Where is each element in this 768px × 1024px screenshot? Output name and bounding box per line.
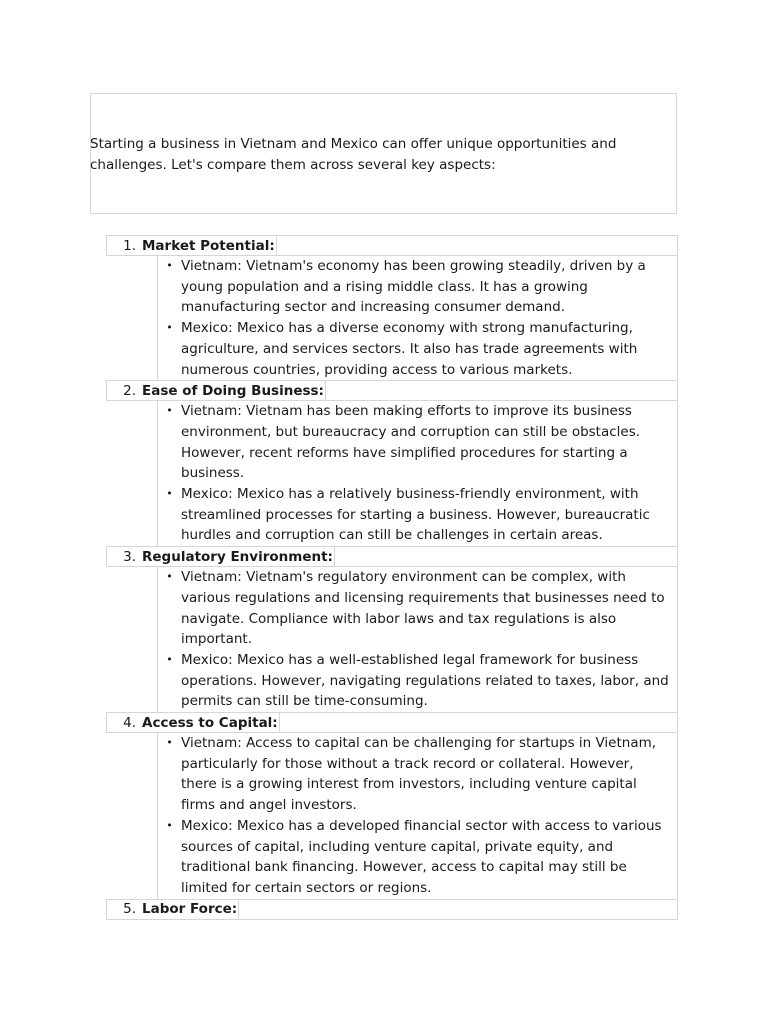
point-text: Mexico: Mexico has a developed financial sector with access to various sources of capital, including venture capital, private equity, and traditional bank financing. However, access to capital may still be limited for certain sectors or regions. (181, 817, 662, 896)
section-points (157, 256, 678, 380)
list-item (158, 733, 677, 816)
bullet-icon: • (166, 487, 173, 501)
list-item (158, 484, 677, 546)
point-text: Mexico: Mexico has a diverse economy with strong manufacturing, agriculture, and services sectors. It also has trade agreements with numerous countries, providing access to various markets. (181, 320, 638, 378)
point-text: Vietnam: Vietnam's regulatory environment can be complex, with various regulations and licensing requirements that businesses need to navigate. Compliance with labor laws and tax regulations is also important. (181, 569, 665, 648)
section-number: 3. (123, 548, 136, 565)
section-header (106, 235, 678, 256)
section-points (157, 567, 678, 712)
list-item (158, 318, 677, 380)
point-text: Vietnam: Vietnam has been making efforts to improve its business environment, but bureaucracy and corruption can still be obstacles. However, recent reforms have simplified procedures for starting a business. (181, 403, 641, 482)
bullet-icon: • (166, 570, 173, 584)
intro-paragraph: Starting a business in Vietnam and Mexico can offer unique opportunities and challenges. Let's compare them across several key aspects: (90, 136, 617, 173)
section-number: 2. (123, 382, 136, 399)
section-points (157, 401, 678, 546)
section-points (157, 733, 678, 899)
point-text: Mexico: Mexico has a relatively business-friendly environment, with streamlined processes for starting a business. However, bureaucratic hurdles and corruption can still be challenges in certain areas. (181, 486, 650, 544)
list-item (158, 650, 677, 712)
section-title: Market Potential: (142, 237, 275, 254)
section-labor-force (106, 899, 678, 920)
list-item (158, 567, 677, 650)
list-item (158, 401, 677, 484)
section-number: 1. (123, 237, 136, 254)
section-title: Labor Force: (142, 901, 238, 918)
section-header (106, 712, 678, 733)
list-item (158, 256, 677, 318)
section-header (106, 899, 678, 920)
bullet-icon: • (166, 404, 173, 418)
section-regulatory-environment (106, 546, 678, 712)
section-number: 4. (123, 714, 136, 731)
section-access-to-capital (106, 712, 678, 899)
bullet-icon: • (166, 652, 173, 666)
section-market-potential (106, 235, 678, 380)
bullet-icon: • (166, 818, 173, 832)
bullet-icon: • (166, 321, 173, 335)
bullet-icon: • (166, 259, 173, 272)
point-text: Vietnam: Vietnam's economy has been growing steadily, driven by a young population and a rising middle class. It has a growing manufacturing sector and increasing consumer demand. (181, 258, 646, 316)
section-header (106, 380, 678, 401)
section-header (106, 546, 678, 567)
bullet-icon: • (166, 736, 173, 750)
list-item (158, 816, 677, 899)
aspects-list (106, 235, 678, 920)
point-text: Vietnam: Access to capital can be challenging for startups in Vietnam, particularly for those without a track record or collateral. However, there is a growing interest from investors, including venture capital firms and angel investors. (181, 735, 657, 814)
point-text: Mexico: Mexico has a well-established legal framework for business operations. However, navigating regulations related to taxes, labor, and permits can still be time-consuming. (181, 651, 669, 710)
section-title: Ease of Doing Business: (142, 382, 324, 399)
section-title: Access to Capital: (142, 714, 278, 731)
section-number: 5. (123, 901, 136, 918)
section-title: Regulatory Environment: (142, 548, 333, 565)
section-ease-of-doing-business (106, 380, 678, 546)
